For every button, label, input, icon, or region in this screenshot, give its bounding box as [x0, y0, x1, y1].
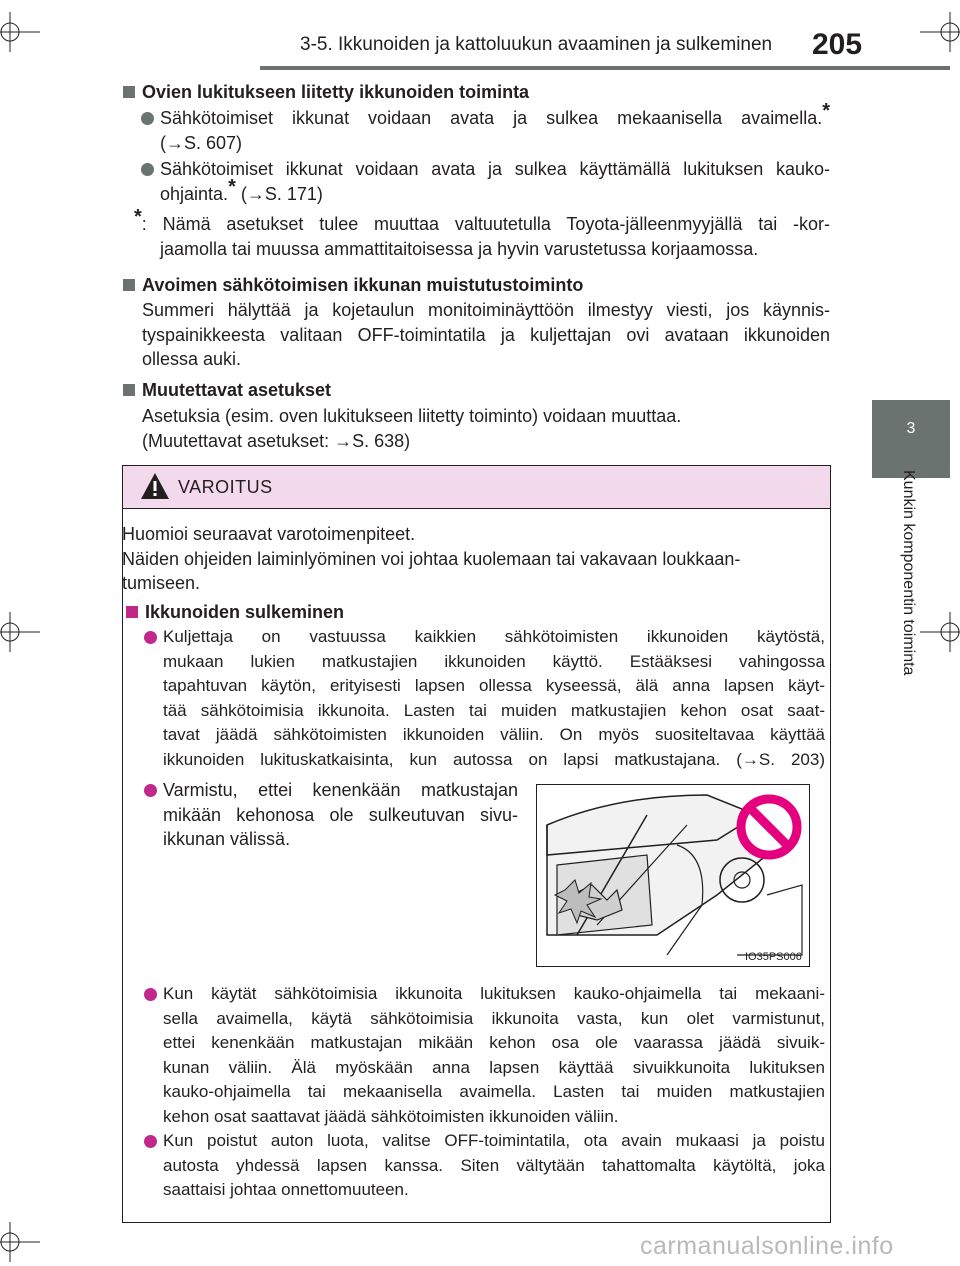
paragraph: Asetuksia (esim. oven lukitukseen liitetty toiminto) voidaan muuttaa. (Muutettavat asetukset: →S. 638) [142, 406, 682, 451]
footnote: *: Nämä asetukset tulee muuttaa valtuutetulla Toyota-jälleenmyyjällä tai -kor- jaamolla tai muussa ammattitaitoisessa ja hyvin varustetussa korjaamossa. [134, 206, 830, 259]
registration-mark-top-left [0, 12, 40, 52]
warning-paragraph: Kun käytät sähkötoimisia ikkunoita lukituksen kauko-ohjaimella tai mekaani- sella avaimella, käytä sähkötoimisia ikkunoita vasta, kun olet varmistunut, ettei kenenkään matkustajan mikään kehon osa ole vaarassa jäädä sivuik- kunan väliin. Älä myöskään anna lapsen käyttää sivuikkunoita lukituksen kauko-ohjaimella tai mekaanisella avaimella. Lasten tai muiden matkustajien kehon osat saattavat jäädä sähkötoimisten ikkunoiden väliin. [163, 984, 825, 1126]
chapter-title-vertical [897, 470, 917, 740]
round-bullet-icon [144, 631, 157, 644]
square-bullet-icon [123, 279, 135, 291]
section-heading: Ovien lukitukseen liitetty ikkunoiden toiminta [123, 80, 529, 105]
registration-mark-top-right [920, 12, 960, 52]
square-bullet-icon [123, 86, 135, 98]
section-title: 3-5. Ikkunoiden ja kattoluukun avaaminen ja sulkeminen [300, 34, 773, 55]
figure-label: IO35PS006 [745, 951, 802, 963]
window-hazard-illustration [536, 784, 810, 967]
bullet-text: Sähkötoimiset ikkunat voidaan avata ja sulkea käyttämällä lukituksen kauko- ohjainta.* (→S. 171) [160, 159, 830, 204]
bullet-text: Sähkötoimiset ikkunat voidaan avata ja sulkea mekaanisella avaimella.* (→S. 607) [160, 100, 830, 153]
registration-mark-mid-left [0, 612, 40, 652]
paragraph: Summeri hälyttää ja kojetaulun monitoiminäyttöön ilmestyy viesti, jos käynnis- tyspainikkeesta valitaan OFF-toimintatila ja kuljettajan ovi avataan ikkunoiden ollessa auki. [142, 300, 830, 369]
warning-triangle-icon [140, 472, 170, 505]
round-bullet-icon [144, 1135, 157, 1148]
chapter-number: 3 [906, 420, 916, 437]
warning-heading: Ikkunoiden sulkeminen [126, 600, 344, 625]
chapter-tab [872, 400, 950, 478]
round-bullet-icon [141, 163, 154, 176]
section-heading: Muutettavat asetukset [123, 378, 331, 403]
warning-label: VAROITUS [178, 477, 273, 497]
registration-mark-mid-right [920, 612, 960, 652]
round-bullet-icon [144, 988, 157, 1001]
header-rule [260, 66, 950, 70]
registration-mark-bottom-left [0, 1222, 40, 1262]
round-bullet-icon [141, 112, 154, 125]
square-bullet-icon [126, 606, 138, 618]
section-heading: Avoimen sähkötoimisen ikkunan muistutustoiminto [123, 273, 583, 298]
page-number: 205 [812, 28, 863, 61]
square-bullet-icon [123, 384, 135, 396]
warning-paragraph: Varmistu, ettei kenenkään matkustajan mikään kehonosa ole sulkeutuvan sivu- ikkunan välissä. [163, 780, 518, 849]
warning-paragraph: Kun poistut auton luota, valitse OFF-toimintatila, ota avain mukaasi ja poistu autosta yhdessä lapsen kanssa. Siten vältytään tahattomalta käytöltä, joka saattaisi johtaa onnettomuuteen. [163, 1131, 825, 1199]
watermark: carmanualsonline.info [640, 1232, 894, 1260]
round-bullet-icon [144, 784, 157, 797]
warning-intro: Huomioi seuraavat varotoimenpiteet. Näiden ohjeiden laiminlyöminen voi johtaa kuolemaan tai vakavaan loukkaan- tumiseen. [122, 524, 741, 593]
chapter-title: Kunkin komponentin toiminta [900, 470, 917, 676]
warning-paragraph: Kuljettaja on vastuussa kaikkien sähkötoimisten ikkunoiden käytöstä, mukaan lukien matkustajien ikkunoiden käyttö. Estääksesi vahingossa tapahtuvan käytön, erityisesti lapsen ollessa kyseessä, älä anna lapsen käyt- tää sähkötoimisia ikkunoita. Lasten tai muiden matkustajien kehon osat saat- tavat jäädä sähkötoimisten ikkunoiden väliin. On myös suositeltavaa käyttää ikkunoiden lukituskatkaisinta, kun autossa on lapsi matkustajana. (→S. 203) [163, 627, 825, 769]
